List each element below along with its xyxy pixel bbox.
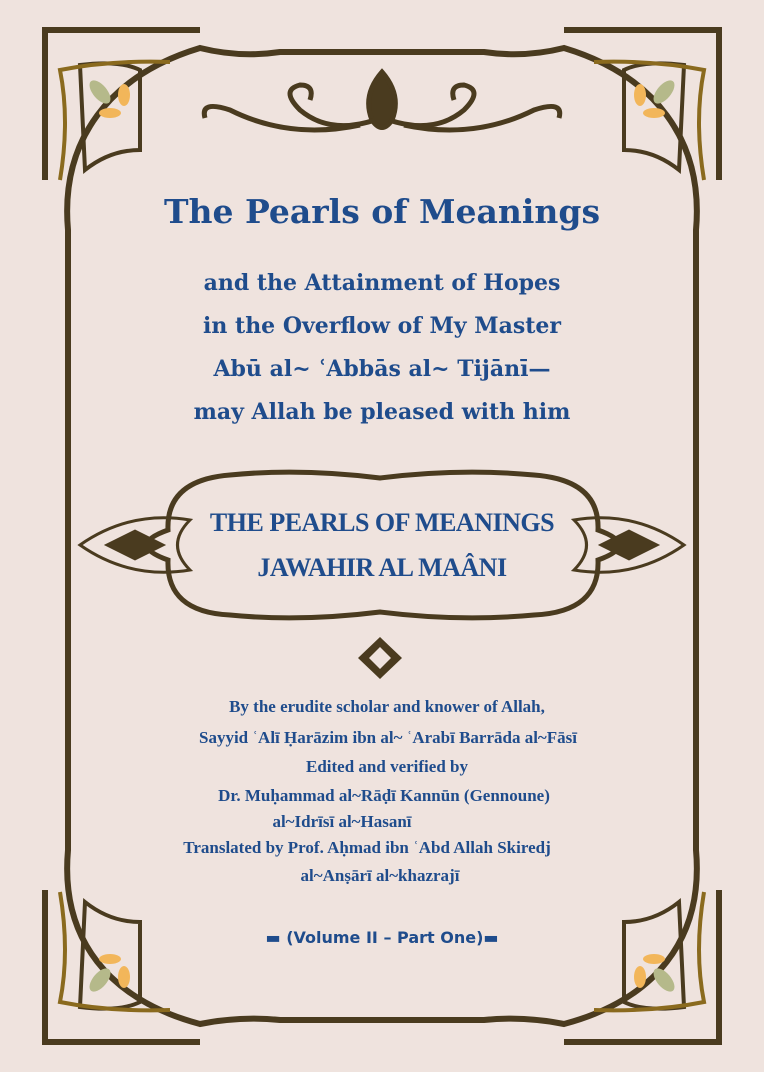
volume-label (0, 928, 764, 947)
dash-mark: ▬ (483, 928, 499, 947)
cartouche-title: THE PEARLS OF MEANINGS (209, 508, 555, 537)
credit-line: Dr. Muḥammad al~Rāḍī Kannūn (Gennoune) (218, 786, 550, 805)
dash-mark: ▬ (265, 928, 287, 947)
credit-line: al~Anṣārī al~khazrajī (300, 866, 460, 885)
title-cartouche (80, 472, 684, 618)
credit-line: Translated by Prof. Aḥmad ibn ʿAbd Allah Skiredj (183, 838, 551, 857)
subtitle-line: Abū al~ ʿAbbās al~ Tijānī— (213, 356, 551, 382)
credit-line: By the erudite scholar and knower of Allah, (229, 697, 545, 716)
volume-text: (Volume II – Part One) (286, 928, 484, 947)
subtitle-line: may Allah be pleased with him (193, 399, 571, 425)
subtitle-line: and the Attainment of Hopes (203, 270, 561, 296)
top-fleur-ornament (204, 72, 559, 130)
credit-line: Sayyid ʿAlī Ḥarāzim ibn al~ ʿArabī Barrāda al~Fāsī (199, 728, 577, 747)
center-diamond-ornament (358, 637, 402, 679)
credit-line: Edited and verified by (306, 757, 468, 776)
book-title: The Pearls of Meanings (163, 192, 601, 231)
subtitle-line: in the Overflow of My Master (203, 313, 561, 339)
credit-line: al~Idrīsī al~Hasanī (272, 812, 412, 831)
cartouche-subtitle: JAWAHIR AL MAÂNI (257, 553, 507, 582)
